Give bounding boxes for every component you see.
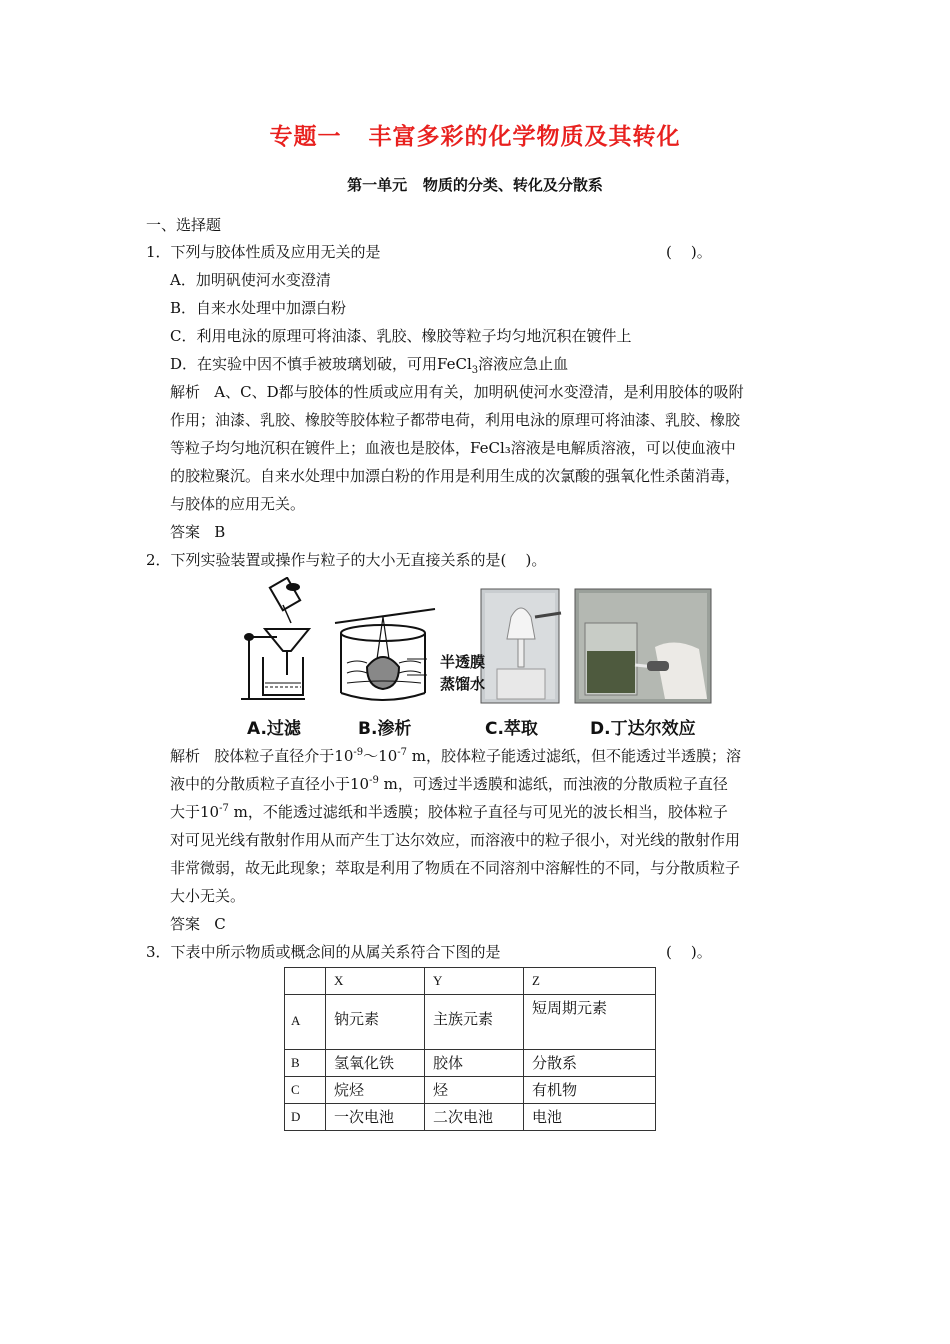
q1-option-d: D．在实验中因不慎手被玻璃划破，可用FeCl$_3$溶液应急止血 [170, 355, 569, 376]
table-cell: 钠元素 [326, 995, 425, 1050]
q1-answer: 答案 B [170, 523, 226, 541]
q1-answer-paren: ( )。 [666, 243, 712, 261]
q2-analysis-line: 液中的分散质粒子直径小于$10^{-9}$ m，可透过半透膜和滤纸，而浊液的分散质粒子直径 [170, 775, 728, 793]
table-header-cell: X [326, 968, 425, 995]
table-row [285, 1077, 656, 1104]
q1-analysis-line: 作用；油漆、乳胶、橡胶等胶体粒子都带电荷，利用电泳的原理可将油漆、乳胶、橡胶 [170, 411, 741, 429]
table-row [285, 1104, 656, 1131]
table-row [285, 995, 656, 1050]
distilled-water-label: 蒸馏水 [440, 675, 486, 693]
extraction-photo [481, 589, 561, 703]
q1-option-a: A．加明矾使河水变澄清 [170, 271, 331, 289]
q1-analysis-line: 等粒子均匀地沉积在镀件上；血液也是胶体，FeCl₃溶液是电解质溶液，可以使血液中 [170, 439, 736, 457]
table-cell: 氢氧化铁 [326, 1050, 425, 1077]
q2-answer: 答案 C [170, 915, 226, 933]
table-cell: 胶体 [425, 1050, 524, 1077]
table-cell: B [285, 1050, 326, 1077]
table-cell: A [285, 995, 326, 1050]
q3-stem: 3．下表中所示物质或概念间的从属关系符合下图的是 [146, 943, 501, 961]
table-cell: 烃 [425, 1077, 524, 1104]
figure-label-b: B.渗析 [358, 719, 412, 739]
table-header-cell: Y [425, 968, 524, 995]
figure-label-d: D.丁达尔效应 [590, 719, 696, 739]
table-cell: 烷烃 [326, 1077, 425, 1104]
table-cell: 电池 [524, 1104, 656, 1131]
filtration-apparatus [241, 578, 309, 699]
table-header-row [285, 968, 656, 995]
q2-analysis-line: 非常微弱，故无此现象；萃取是利用了物质在不同溶剂中溶解性的不同，与分散质粒子 [170, 859, 741, 877]
q2-analysis-line: 大于$10^{-7}$ m，不能透过滤纸和半透膜；胶体粒子直径与可见光的波长相当，胶体粒子 [170, 803, 728, 821]
dialysis-apparatus [335, 609, 435, 700]
q2-figure [235, 577, 715, 739]
tyndall-effect-photo [575, 589, 711, 703]
q1-option-b: B．自来水处理中加漂白粉 [170, 299, 347, 317]
membrane-label: 半透膜 [440, 653, 486, 671]
figure-label-a: A.过滤 [247, 719, 301, 739]
page-subtitle: 第一单元 物质的分类、转化及分散系 [347, 176, 603, 194]
q2-stem: 2．下列实验装置或操作与粒子的大小无直接关系的是( )。 [146, 551, 547, 569]
table-cell: 分散系 [524, 1050, 656, 1077]
q3-table [284, 967, 656, 1131]
q2-analysis-line: 解析 胶体粒子直径介于$10^{-9}\sim 10^{-7}$ m，胶体粒子能透过滤纸，但不能透过半透膜；溶 [170, 747, 741, 765]
table-cell: D [285, 1104, 326, 1131]
q3-answer-paren: ( )。 [666, 943, 712, 961]
table-cell: 二次电池 [425, 1104, 524, 1131]
page-title: 专题一 丰富多彩的化学物质及其转化 [269, 124, 681, 150]
table-header-cell: Z [524, 968, 656, 995]
q1-analysis-line: 解析 A、C、D都与胶体的性质或应用有关，加明矾使河水变澄清，是利用胶体的吸附 [170, 383, 744, 401]
q2-analysis-line: 对可见光线有散射作用从而产生丁达尔效应，而溶液中的粒子很小，对光线的散射作用 [170, 831, 741, 849]
q1-stem: 1．下列与胶体性质及应用无关的是 [146, 243, 381, 261]
table-cell: C [285, 1077, 326, 1104]
q1-option-c: C．利用电泳的原理可将油漆、乳胶、橡胶等粒子均匀地沉积在镀件上 [170, 327, 632, 345]
table-cell: 有机物 [524, 1077, 656, 1104]
table-cell: 短周期元素 [524, 995, 656, 1050]
table-header-cell [285, 968, 326, 995]
table-cell: 一次电池 [326, 1104, 425, 1131]
section-heading: 一、选择题 [146, 216, 222, 234]
figure-label-c: C.萃取 [485, 719, 538, 739]
table-cell: 主族元素 [425, 995, 524, 1050]
q1-analysis-line: 与胶体的应用无关。 [170, 495, 306, 513]
q1-analysis-line: 的胶粒聚沉。自来水处理中加漂白粉的作用是利用生成的次氯酸的强氧化性杀菌消毒， [170, 467, 741, 485]
q2-analysis-line: 大小无关。 [170, 887, 246, 905]
table-row [285, 1050, 656, 1077]
